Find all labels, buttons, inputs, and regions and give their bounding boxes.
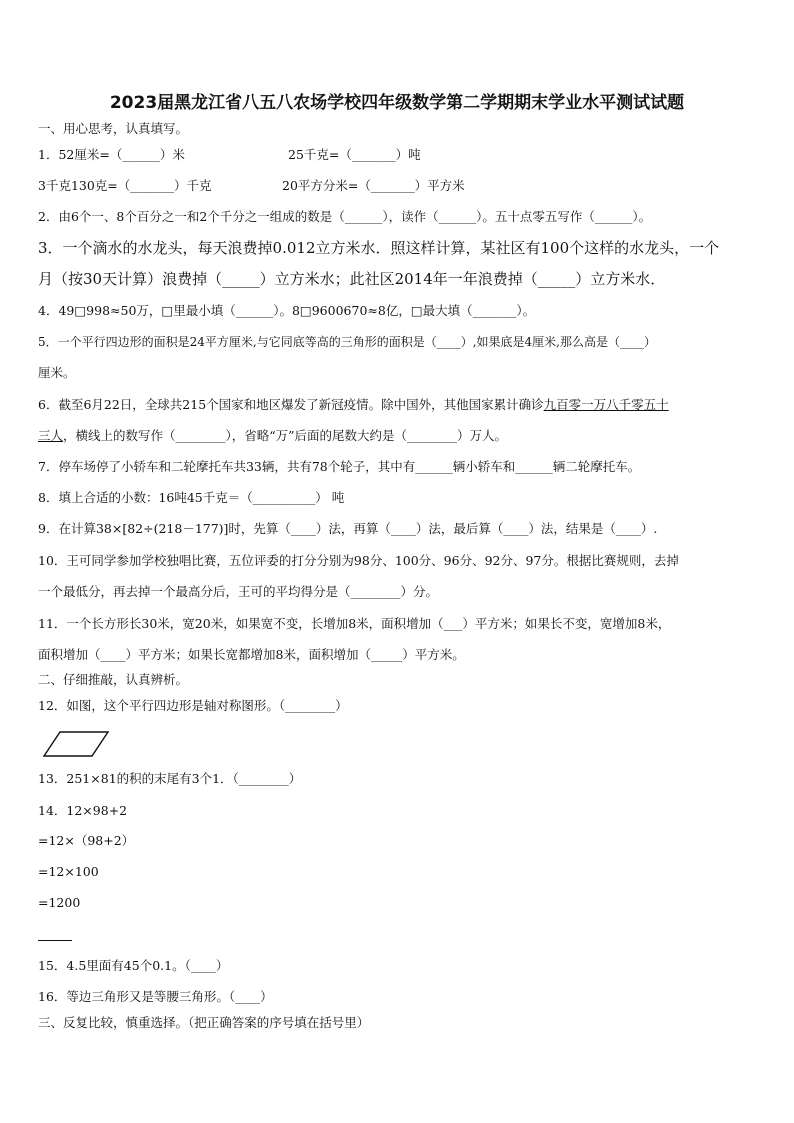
parallelogram-shape xyxy=(44,732,108,756)
question-5-line2: 厘米。 xyxy=(38,365,76,380)
parallelogram-figure xyxy=(40,729,112,759)
question-16: 16．等边三角形又是等腰三角形。（____） xyxy=(38,989,273,1004)
question-7: 7．停车场停了小轿车和二轮摩托车共33辆，共有78个轮子，其中有______辆小轿车和______辆二轮摩托车。 xyxy=(38,459,641,474)
section-3-heading: 三、反复比较，慎重选择。（把正确答案的序号填在括号里） xyxy=(38,1015,370,1030)
answer-blank-line xyxy=(38,940,72,941)
question-6-text: 6．截至6月22日，全球共215个国家和地区爆发了新冠疫情。除中国外，其他国家累计确诊 xyxy=(38,397,544,412)
question-1d: 20平方分米=（_______）平方米 xyxy=(282,178,465,193)
page-title: 2023届黑龙江省八五八农场学校四年级数学第二学期期末学业水平测试试题 xyxy=(109,93,685,113)
question-11-line2: 面积增加（____）平方米；如果长宽都增加8米，面积增加（_____）平方米。 xyxy=(38,647,465,662)
question-8: 8．填上合适的小数：16吨45千克＝（__________） 吨 xyxy=(38,490,345,505)
question-9: 9．在计算38×[82÷(218－177)]时，先算（____）法，再算（____）法，最后算（____）法，结果是（____）. xyxy=(38,521,658,536)
question-1a: 1．52厘米=（______）米 xyxy=(38,147,185,162)
question-4: 4．49□998≈50万，□里最小填（______）。8□9600670≈8亿，□最大填（_______）。 xyxy=(38,303,536,318)
question-2: 2．由6个一、8个百分之一和2个千分之一组成的数是（______），读作（______）。五十点零五写作（______）。 xyxy=(38,209,652,224)
section-1-heading: 一、用心思考，认真填写。 xyxy=(38,121,189,136)
question-12: 12．如图，这个平行四边形是轴对称图形。（________） xyxy=(38,698,348,713)
question-10-line2: 一个最低分，再去掉一个最高分后，王可的平均得分是（________）分。 xyxy=(38,584,439,599)
section-2-heading: 二、仔细推敲，认真辨析。 xyxy=(38,672,189,687)
question-6-underlined-number: 九百零一万八千零五十 xyxy=(543,397,669,412)
question-6-line1 xyxy=(38,397,669,413)
question-3-line2: 月（按30天计算）浪费掉（_____）立方米水；此社区2014年一年浪费掉（_____）立方米水． xyxy=(38,270,666,288)
question-5-line1: 5．一个平行四边形的面积是24平方厘米,与它同底等高的三角形的面积是（____）,如果底是4厘米,那么高是（____） xyxy=(38,335,656,349)
question-15: 15．4.5里面有45个0.1。（____） xyxy=(38,958,229,973)
question-1c: 3千克130克=（_______）千克 xyxy=(38,178,212,193)
question-6-line2 xyxy=(38,428,507,444)
question-1b: 25千克=（_______）吨 xyxy=(288,147,421,162)
question-14-line1: 14．12×98+2 xyxy=(38,803,128,818)
question-6-text-end: ，横线上的数写作（________），省略“万”后面的尾数大约是（________）万人。 xyxy=(63,428,508,443)
question-10-line1: 10．王可同学参加学校独唱比赛，五位评委的打分分别为98分、100分、96分、92分、97分。根据比赛规则，去掉 xyxy=(38,553,679,568)
question-14-line2: =12×（98+2） xyxy=(38,833,135,848)
question-11-line1: 11．一个长方形长30米，宽20米，如果宽不变，长增加8米，面积增加（___）平方米；如果长不变，宽增加8米， xyxy=(38,616,671,631)
question-6-underlined-end: 三人 xyxy=(38,428,64,443)
question-14-line4: =1200 xyxy=(38,895,81,910)
question-14-line3: =12×100 xyxy=(38,864,99,879)
question-13: 13．251×81的积的末尾有3个1．（________） xyxy=(38,771,302,786)
question-3-line1: 3．一个滴水的水龙头，每天浪费掉0.012立方米水．照这样计算，某社区有100个这样的水龙头，一个 xyxy=(38,239,720,257)
